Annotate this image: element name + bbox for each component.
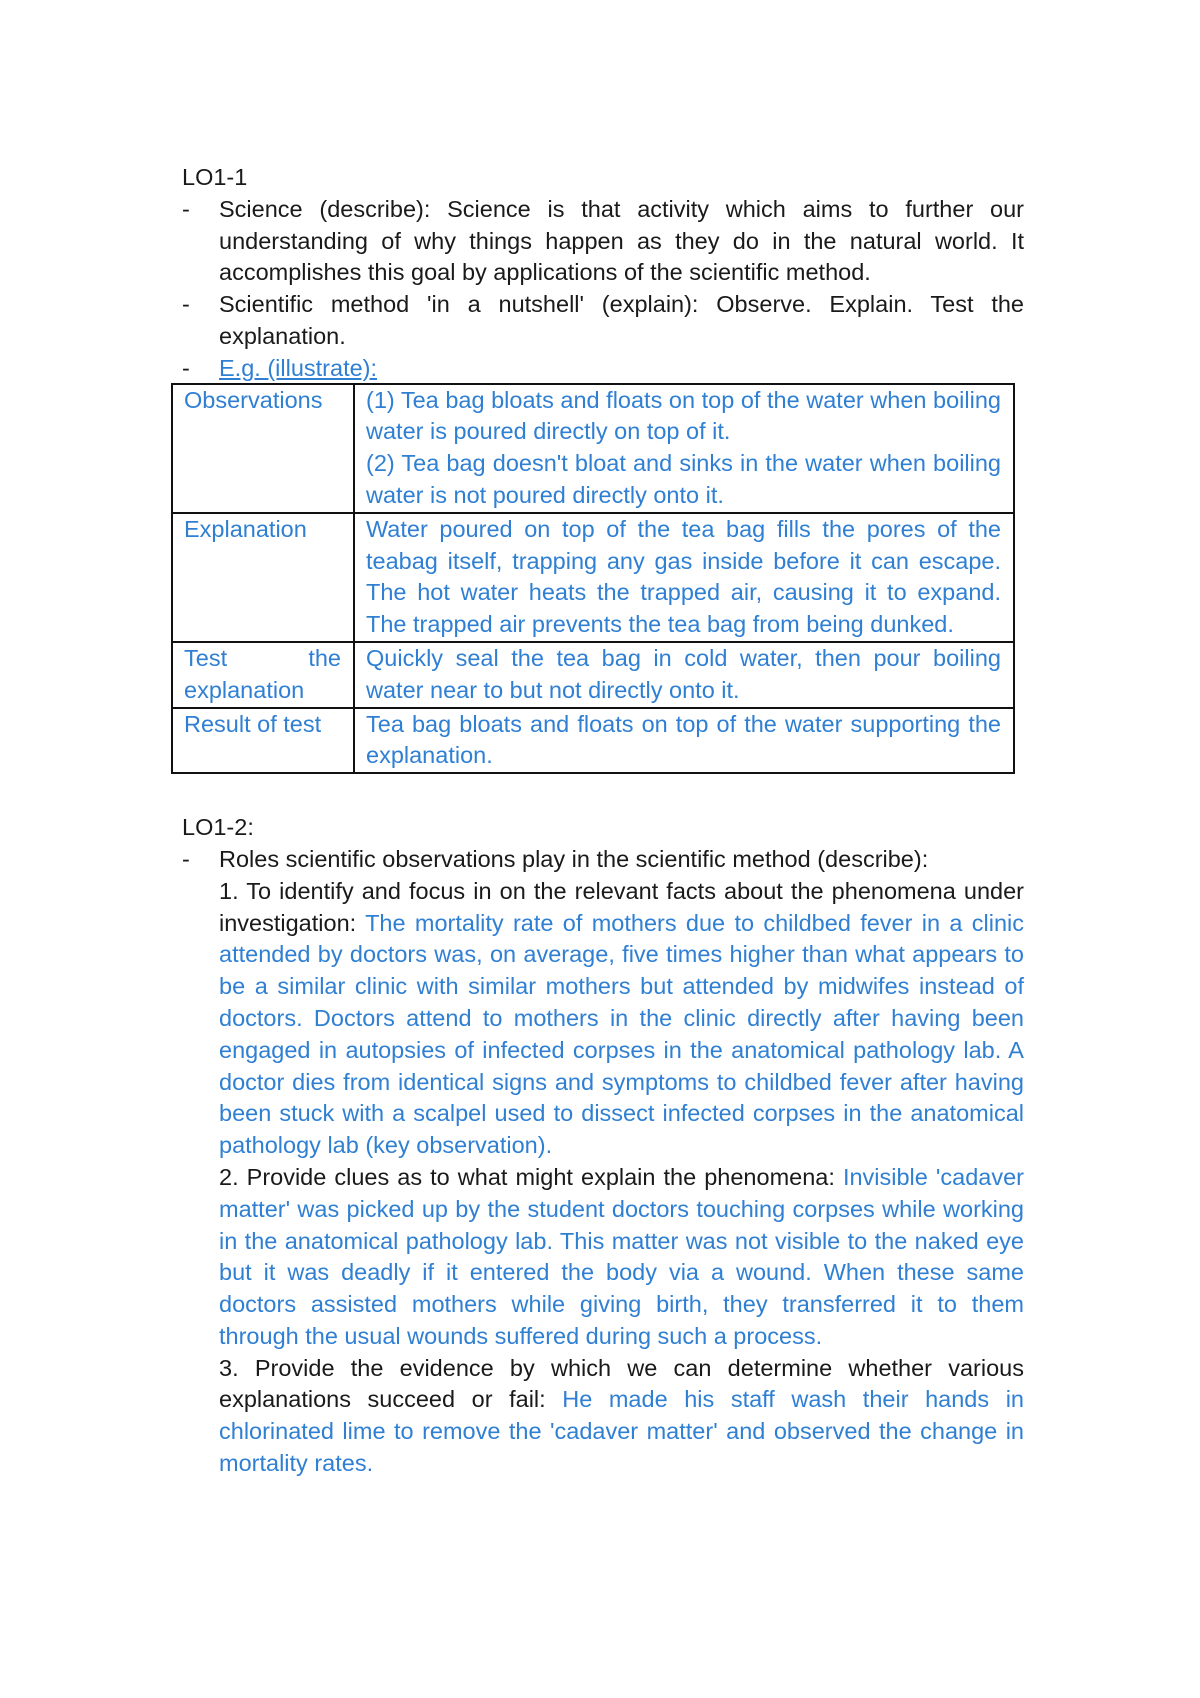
row-label: Test the explanation <box>172 642 354 708</box>
lo1-1-heading: LO1-1 <box>182 164 248 190</box>
table-row <box>172 642 1014 708</box>
row-label: Observations <box>172 384 354 513</box>
section-spacer <box>182 774 1024 812</box>
lo1-1-list <box>182 194 1024 385</box>
result-line: Tea bag bloats and floats on top of the water supporting the explanation. <box>366 710 1001 769</box>
row-content <box>354 642 1014 708</box>
item-text: Observe. Explain. Test the explanation. <box>219 291 1025 349</box>
row-content <box>354 513 1014 642</box>
table-row <box>172 513 1014 642</box>
point-lead: 1. To identify and focus in on the relevant facts about the phenomena under investigation: <box>219 877 1024 936</box>
point-example: The mortality rate of mothers due to childbed fever in a clinic attended by doctors was, on average, five times higher than what appears to be a similar clinic with similar mothers but attended by midwifes instead of doctors. Doctors attend to mothers in the clinic directly after having been engaged in autopsies of infected corpses in the anatomical pathology lab. A doctor dies from identical signs and symptoms to childbed fever after having been stuck with a scalpel used to dissect infected corpses in the anatomical pathology lab (key observation). <box>219 909 1024 1159</box>
lo1-2-heading: LO1-2: <box>182 814 254 841</box>
explanation-line: Water poured on top of the tea bag fills the pores of the teabag itself, trapping any gas inside before it can escape. The hot water heats the trapped air, causing it to expand. The trapped air prevents the tea bag from being dunked. <box>366 515 1001 638</box>
lo1-2-list <box>182 844 1024 1480</box>
example-label: E.g. (illustrate): <box>219 354 378 381</box>
list-item-example <box>182 353 1024 385</box>
table-row <box>172 708 1014 774</box>
role-point-1 <box>219 876 1024 1162</box>
point-lead: 2. Provide clues as to what might explain the phenomena: <box>219 1163 835 1190</box>
point-example: He made his staff wash their hands in chlorinated lime to remove the 'cadaver matter' and observed the change in mortality rates. <box>219 1386 1024 1477</box>
table-row <box>172 384 1014 513</box>
role-point-3 <box>219 1353 1024 1480</box>
point-example: Invisible 'cadaver matter' was picked up by the student doctors touching corpses while working in the anatomical pathology lab. This matter was not visible to the naked eye but it was deadly if it entered the body via a wound. When these same doctors assisted mothers while giving birth, they transferred it to them through the usual wounds suffered during such a process. <box>219 1163 1024 1349</box>
point-lead: 3. Provide the evidence by which we can determine whether various explanations succeed or fail: <box>219 1354 1024 1413</box>
list-item-scientific-method <box>182 289 1024 353</box>
row-content <box>354 708 1014 774</box>
item-label: Science (describe): <box>219 195 431 222</box>
row-label: Result of test <box>172 708 354 774</box>
item-text: Science is that activity which aims to further our understanding of why things happen as they do in the natural world. It accomplishes this goal by applications of the scientific method. <box>219 195 1024 286</box>
roles-intro: - Roles scientific observations play in the scientific method (describe): <box>219 845 929 872</box>
item-label: Scientific method 'in a nutshell' (explain): <box>219 291 699 318</box>
scientific-method-table <box>171 383 1015 775</box>
observation-line: (2) Tea bag doesn't bloat and sinks in the water when boiling water is not poured directly onto it. <box>366 450 1001 508</box>
role-point-2 <box>219 1162 1024 1353</box>
observation-line: (1) Tea bag bloats and floats on top of the water when boiling water is poured directly on top of it. <box>366 386 1001 445</box>
row-content <box>354 384 1014 513</box>
list-item-roles <box>182 844 1024 1480</box>
document-content <box>182 162 1024 1480</box>
list-item-science <box>182 194 1024 289</box>
row-label: Explanation <box>172 513 354 642</box>
test-line: Quickly seal the tea bag in cold water, then pour boiling water near to but not directly onto it. <box>366 644 1001 703</box>
